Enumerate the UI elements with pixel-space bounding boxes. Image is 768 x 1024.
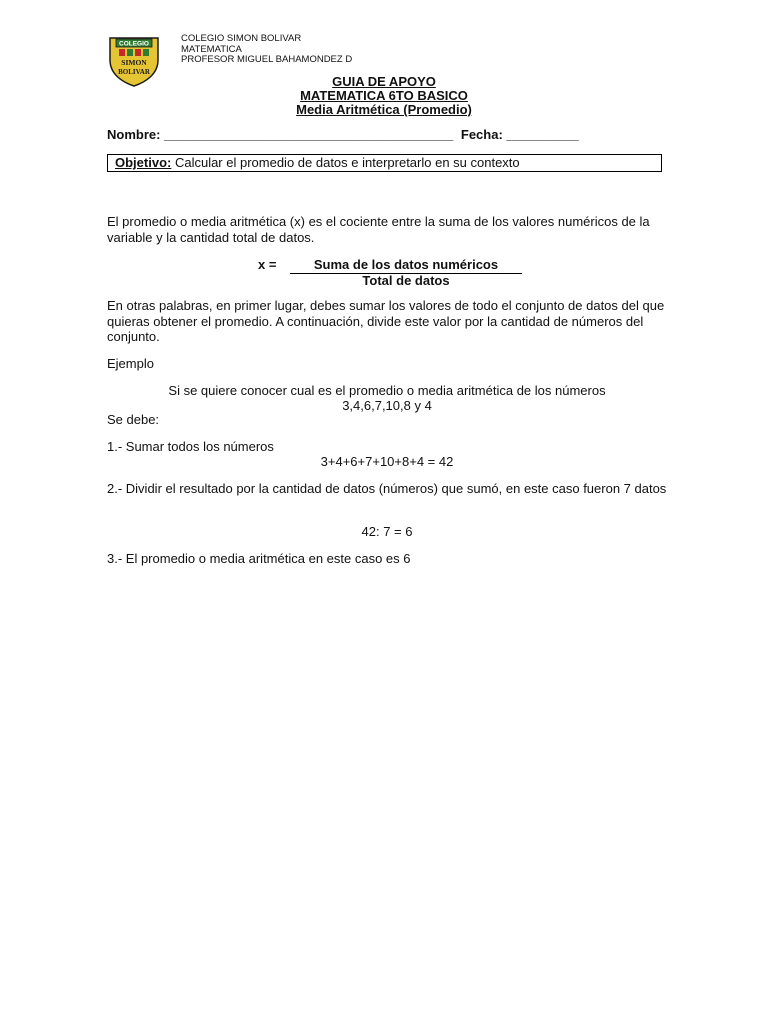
- title-line2: MATEMATICA 6TO BASICO: [300, 88, 468, 103]
- example-label: Ejemplo: [107, 356, 154, 371]
- step1-text: 1.- Sumar todos los números: [107, 439, 274, 454]
- logo-name-line1: SIMON: [121, 58, 147, 67]
- logo-top-text: COLEGIO: [119, 40, 149, 48]
- logo-name-line2: BOLIVAR: [118, 68, 150, 76]
- school-name: COLEGIO SIMON BOLIVAR: [181, 33, 302, 44]
- intro-paragraph: El promedio o media aritmética (x) es el cociente entre la suma de los valores numéricos de la variable y la cantidad total de datos.: [107, 214, 650, 245]
- formula-numerator: Suma de los datos numéricos: [290, 257, 522, 274]
- example-line2: 3,4,6,7,10,8 y 4: [342, 398, 432, 413]
- formula-lhs: x =: [258, 257, 277, 272]
- document-title: [0, 75, 768, 117]
- header-info: [181, 34, 352, 66]
- date-field[interactable]: Fecha: __________: [460, 127, 579, 142]
- title-line3: Media Aritmética (Promedio): [296, 102, 472, 117]
- example-line1: Si se quiere conocer cual es el promedio o media aritmética de los números: [168, 383, 606, 398]
- name-field[interactable]: Nombre: ________________________________________: [107, 127, 454, 142]
- step1-calculation: 3+4+6+7+10+8+4 = 42: [320, 454, 454, 469]
- student-info-line: [107, 127, 579, 142]
- explanation-paragraph: En otras palabras, en primer lugar, debes sumar los valores de todo el conjunto de datos del que quieras obtener el promedio. A continuación, divide este valor por la cantidad de números del conjunto.: [107, 298, 665, 344]
- teacher-name: PROFESOR MIGUEL BAHAMONDEZ D: [181, 54, 353, 65]
- step3-text: 3.- El promedio o media aritmética en este caso es 6: [107, 551, 411, 566]
- subject-name: MATEMATICA: [181, 43, 242, 55]
- step2-text: 2.- Dividir el resultado por la cantidad de datos (números) que sumó, en este caso fueron 7 datos: [107, 481, 667, 496]
- title-line1: GUIA DE APOYO: [332, 74, 436, 89]
- objective-label: Objetivo:: [115, 155, 172, 170]
- formula-denominator: Total de datos: [362, 273, 450, 288]
- objective-box: [107, 154, 662, 172]
- step2-calculation: 42: 7 = 6: [361, 524, 413, 539]
- se-debe: Se debe:: [107, 412, 160, 427]
- objective-text: Calcular el promedio de datos e interpretarlo en su contexto: [171, 155, 520, 170]
